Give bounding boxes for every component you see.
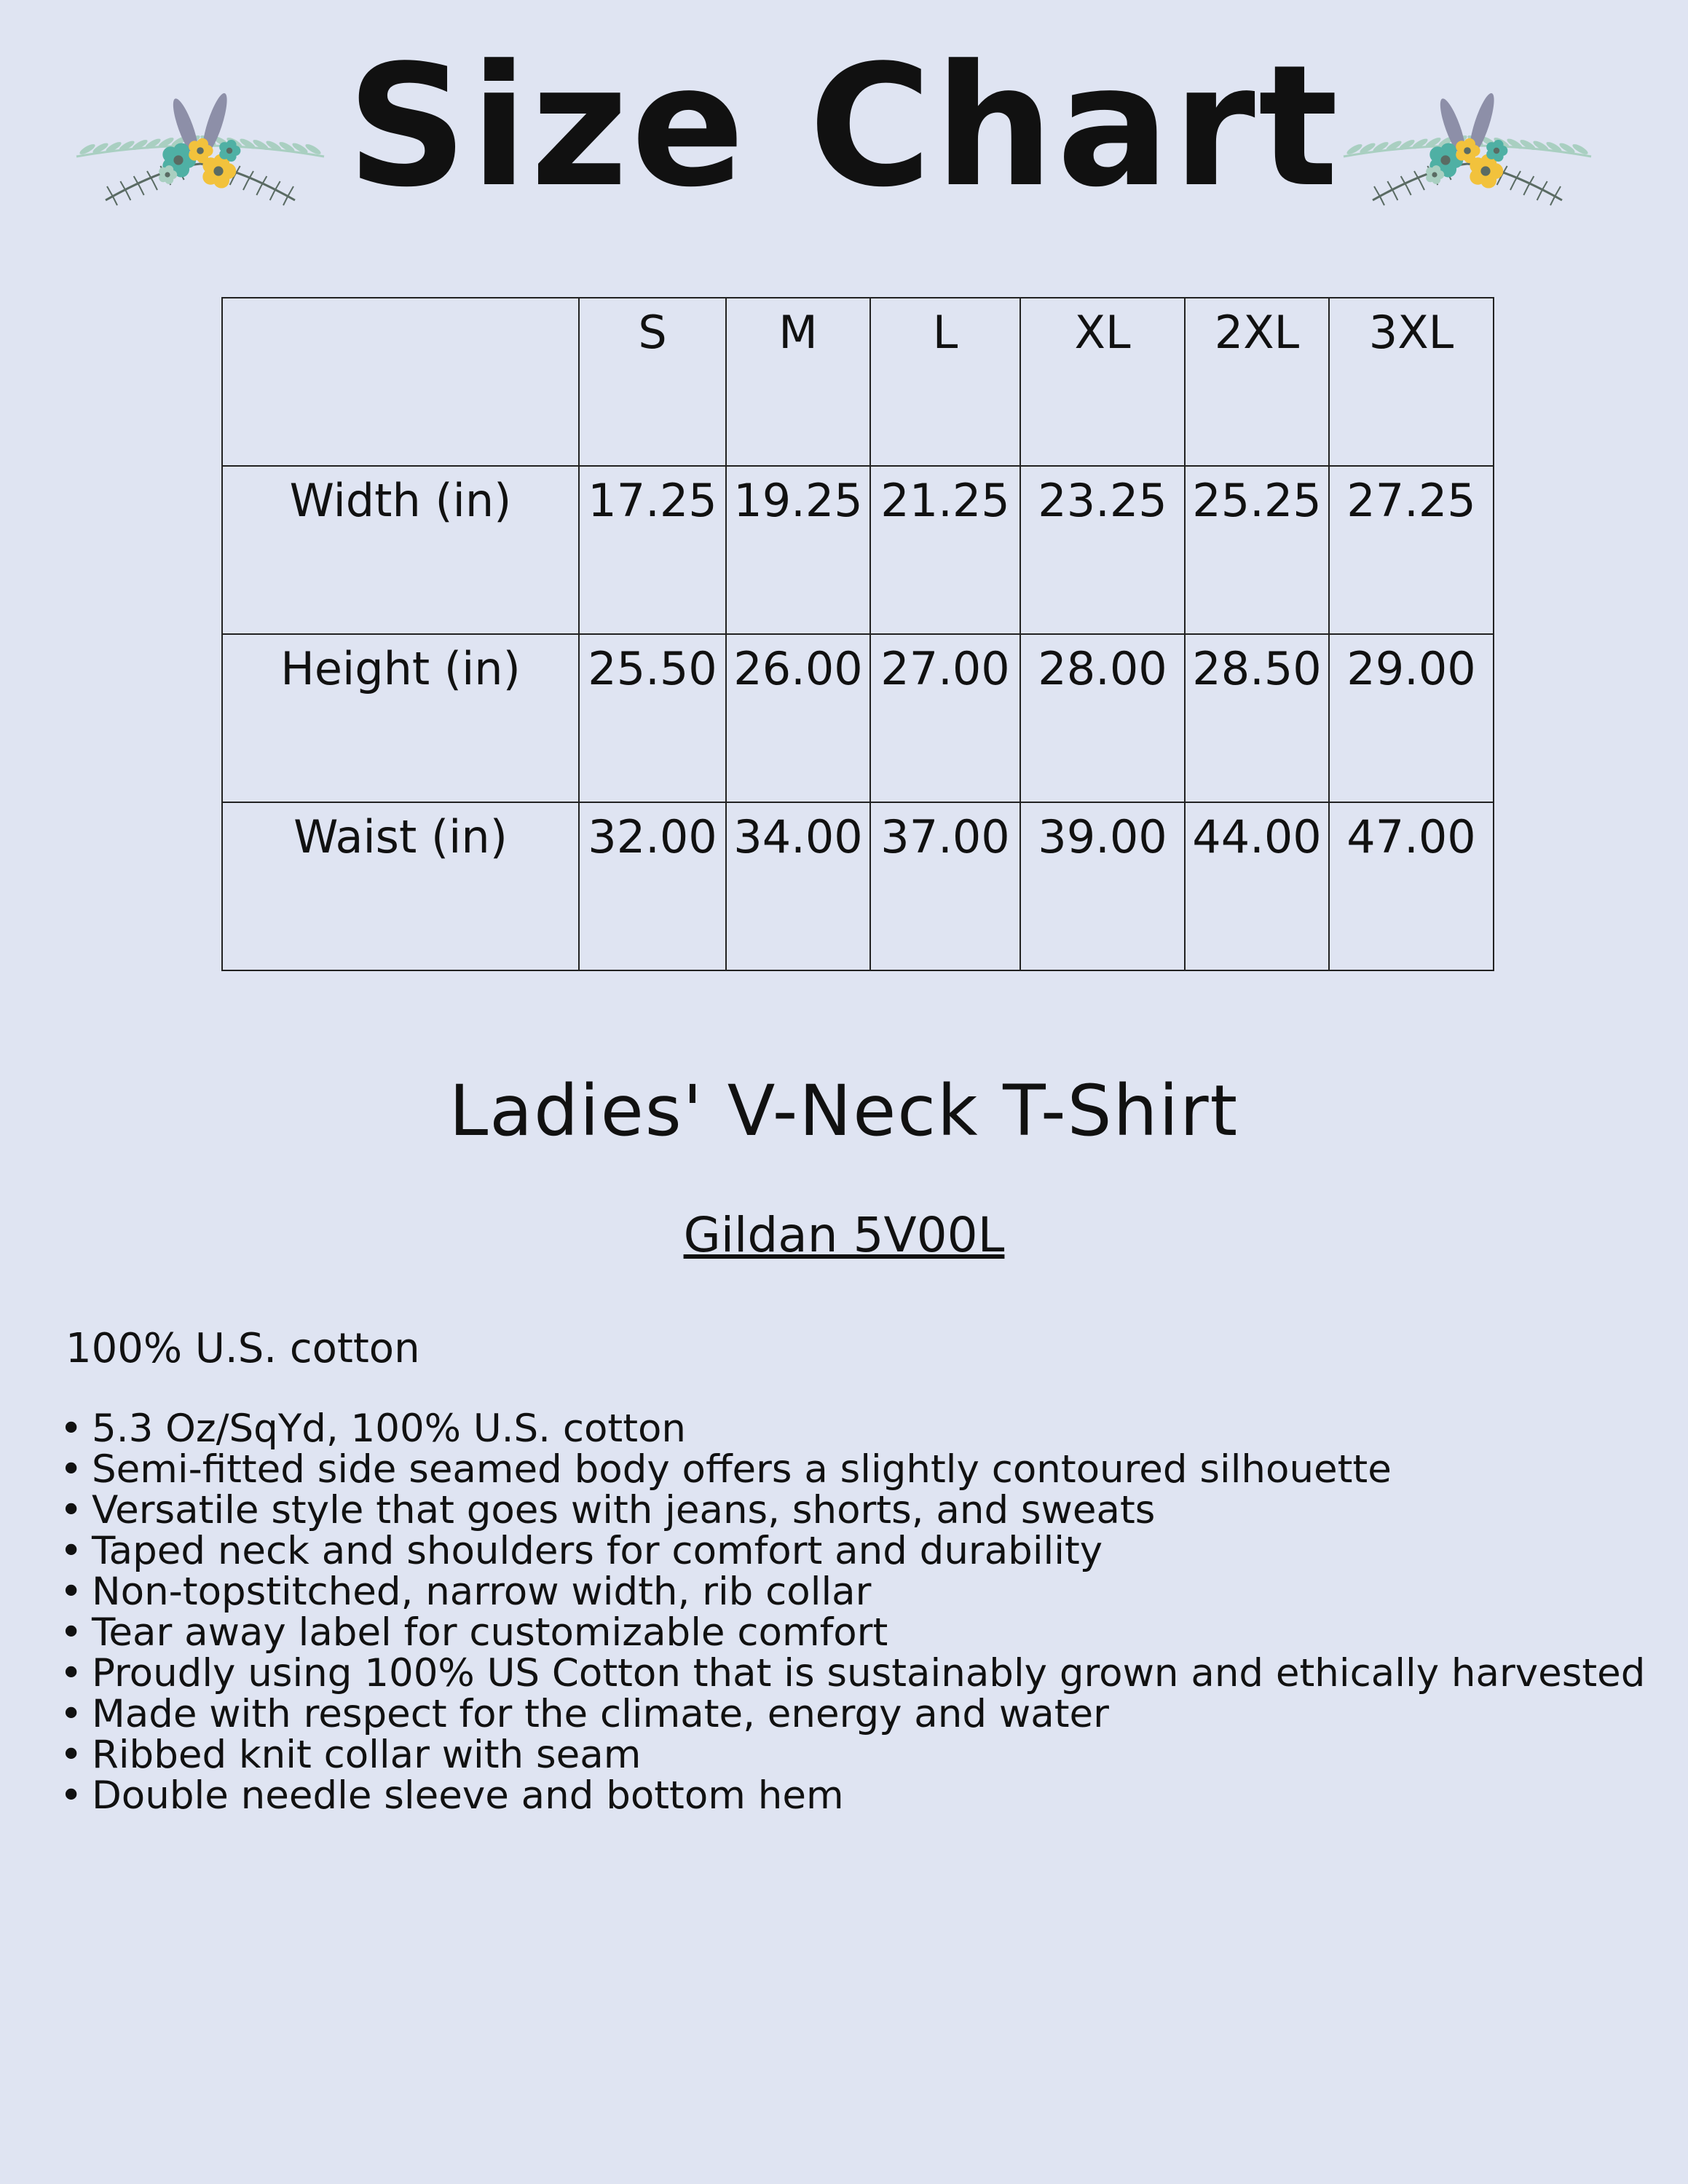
floral-flourish-icon [1336, 91, 1598, 215]
table-cell: 27.25 [1329, 466, 1494, 634]
feature-list [60, 1406, 1669, 1818]
table-header-cell [222, 298, 579, 466]
table-header-cell: L [870, 298, 1020, 466]
fabric-description: 100% U.S. cotton [66, 1325, 420, 1372]
table-cell: 19.25 [726, 466, 870, 634]
table-header-cell: 2XL [1185, 298, 1329, 466]
product-code: Gildan 5V00L [683, 1207, 1005, 1263]
size-table [221, 297, 1494, 971]
list-item: • Double needle sleeve and bottom hem [60, 1776, 1669, 1816]
table-cell: 25.50 [579, 634, 726, 802]
table-cell: 44.00 [1185, 802, 1329, 970]
page-title: Size Chart [347, 30, 1341, 224]
table-cell: 29.00 [1329, 634, 1494, 802]
list-item: • Tear away label for customizable comfort [60, 1613, 1669, 1653]
table-header-cell: 3XL [1329, 298, 1494, 466]
table-cell: 21.25 [870, 466, 1020, 634]
list-item: • Proudly using 100% US Cotton that is sustainably grown and ethically harvested [60, 1653, 1669, 1694]
list-item: • Ribbed knit collar with seam [60, 1735, 1669, 1776]
table-row [222, 634, 1494, 802]
table-cell: 34.00 [726, 802, 870, 970]
table-header-row [222, 298, 1494, 466]
list-item: • Versatile style that goes with jeans, shorts, and sweats [60, 1490, 1669, 1531]
table-cell: 28.00 [1020, 634, 1185, 802]
table-cell: 37.00 [870, 802, 1020, 970]
row-label: Width (in) [222, 466, 579, 634]
product-title: Ladies' V-Neck T-Shirt [449, 1070, 1239, 1152]
list-item: • 5.3 Oz/SqYd, 100% U.S. cotton [60, 1409, 1669, 1449]
table-cell: 27.00 [870, 634, 1020, 802]
table-cell: 17.25 [579, 466, 726, 634]
table-row [222, 802, 1494, 970]
table-header-cell: XL [1020, 298, 1185, 466]
table-header-cell: S [579, 298, 726, 466]
table-cell: 47.00 [1329, 802, 1494, 970]
table-cell: 25.25 [1185, 466, 1329, 634]
table-cell: 28.50 [1185, 634, 1329, 802]
list-item: • Taped neck and shoulders for comfort and durability [60, 1531, 1669, 1572]
table-cell: 32.00 [579, 802, 726, 970]
list-item: • Non-topstitched, narrow width, rib collar [60, 1572, 1669, 1613]
table-header-cell: M [726, 298, 870, 466]
row-label: Waist (in) [222, 802, 579, 970]
table-cell: 23.25 [1020, 466, 1185, 634]
table-cell: 39.00 [1020, 802, 1185, 970]
row-label: Height (in) [222, 634, 579, 802]
table-row [222, 466, 1494, 634]
list-item: • Made with respect for the climate, energy and water [60, 1694, 1669, 1735]
list-item: • Semi-fitted side seamed body offers a slightly contoured silhouette [60, 1449, 1669, 1490]
table-cell: 26.00 [726, 634, 870, 802]
